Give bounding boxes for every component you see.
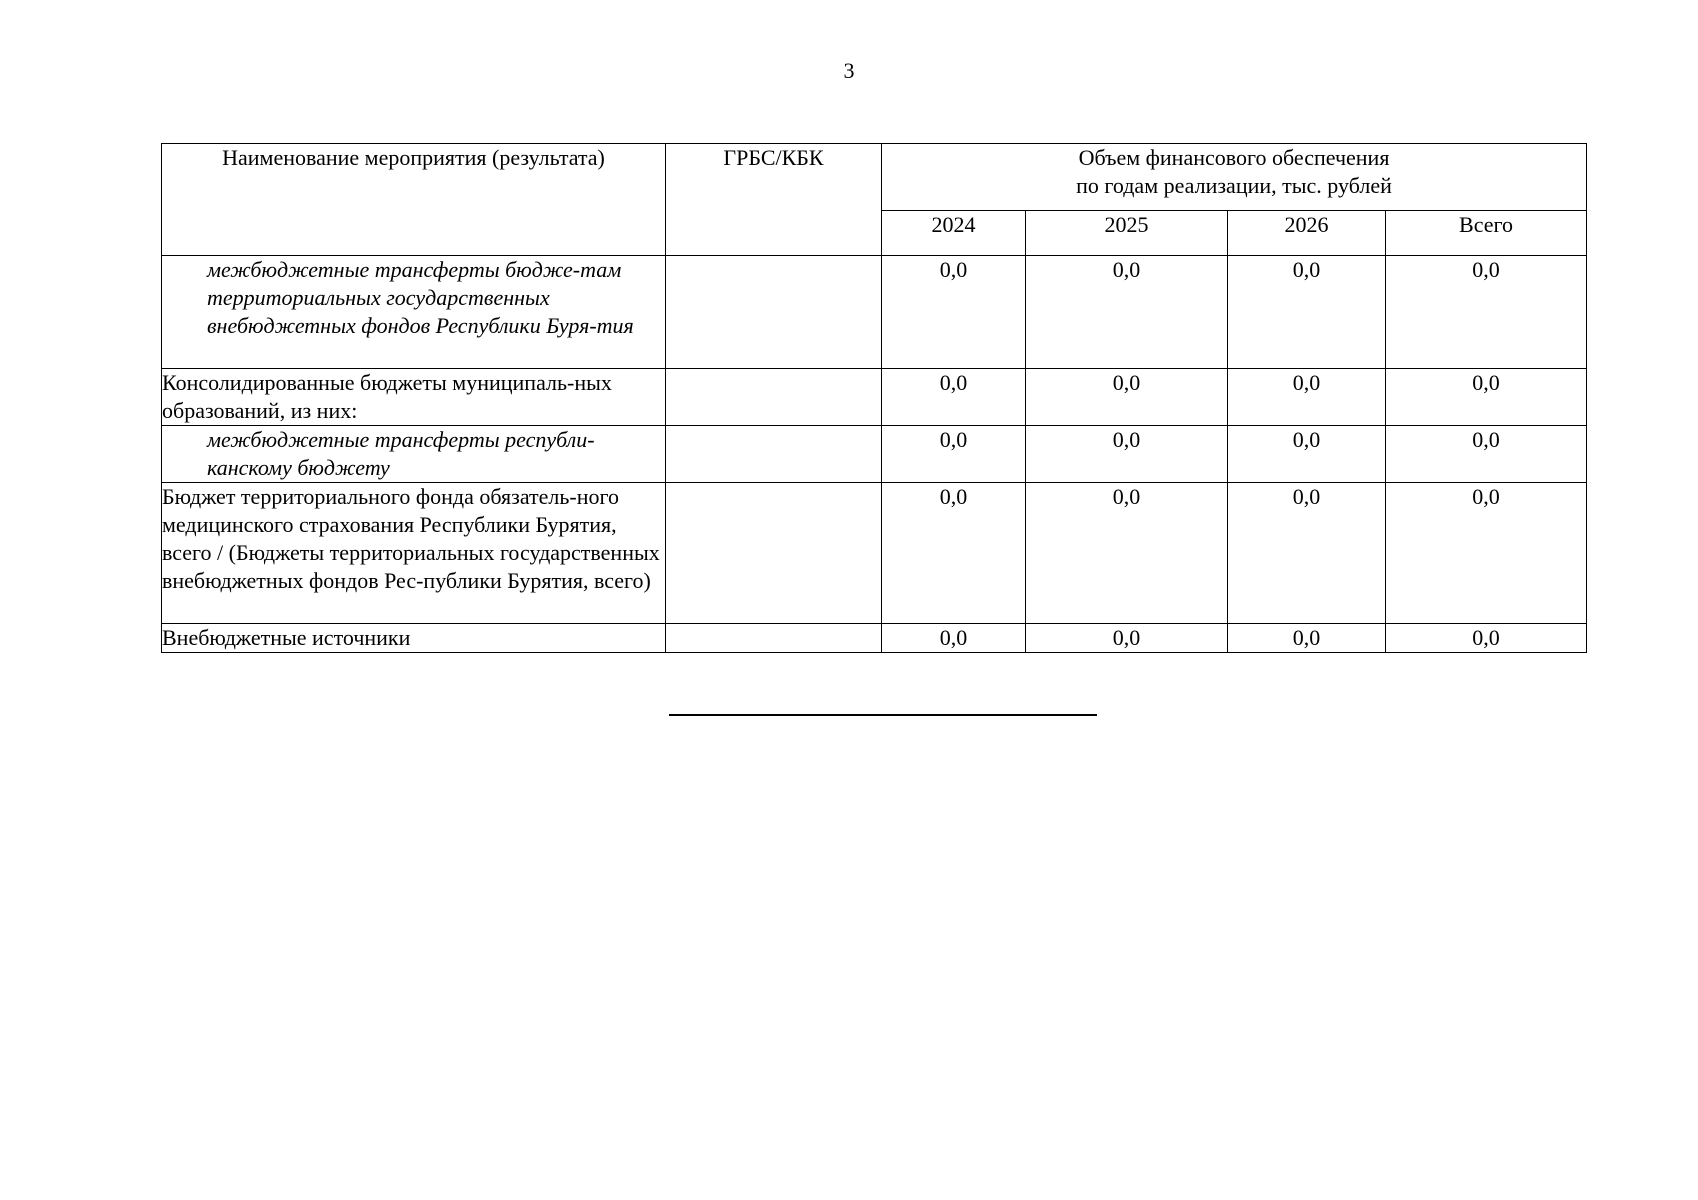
header-year-2026: 2026 xyxy=(1228,211,1386,256)
header-grbs-col: ГРБС/КБК xyxy=(666,144,882,256)
header-name-col: Наименование мероприятия (результата) xyxy=(162,144,666,256)
row-value-2026: 0,0 xyxy=(1228,369,1386,426)
row-value-2026: 0,0 xyxy=(1228,256,1386,369)
table-row xyxy=(162,256,1587,369)
row-value-2024: 0,0 xyxy=(882,426,1026,483)
header-finance-line-1: Объем финансового обеспечения xyxy=(1078,145,1390,170)
row-value-2024: 0,0 xyxy=(882,624,1026,653)
row-name: Внебюджетные источники xyxy=(162,624,666,653)
row-grbs xyxy=(666,624,882,653)
row-value-total: 0,0 xyxy=(1386,483,1587,624)
table-header-row-1 xyxy=(162,144,1587,211)
row-value-2024: 0,0 xyxy=(882,369,1026,426)
row-value-2026: 0,0 xyxy=(1228,426,1386,483)
row-value-2025: 0,0 xyxy=(1026,624,1228,653)
row-value-total: 0,0 xyxy=(1386,256,1587,369)
row-grbs xyxy=(666,483,882,624)
row-name: межбюджетные трансферты республи-канскому бюджету xyxy=(162,426,666,483)
closing-divider-line xyxy=(669,714,1097,716)
table-row xyxy=(162,483,1587,624)
row-value-total: 0,0 xyxy=(1386,426,1587,483)
row-name: межбюджетные трансферты бюдже-там территориальных государственных внебюджетных фондов Республики Буря-тия xyxy=(162,256,666,369)
header-finance-line-2: по годам реализации, тыс. рублей xyxy=(1076,173,1392,198)
header-year-2024: 2024 xyxy=(882,211,1026,256)
row-value-2026: 0,0 xyxy=(1228,483,1386,624)
row-value-2024: 0,0 xyxy=(882,483,1026,624)
header-finance-volume xyxy=(882,144,1587,211)
row-value-2025: 0,0 xyxy=(1026,426,1228,483)
row-value-2025: 0,0 xyxy=(1026,483,1228,624)
row-value-2024: 0,0 xyxy=(882,256,1026,369)
table-row xyxy=(162,624,1587,653)
row-value-total: 0,0 xyxy=(1386,624,1587,653)
row-value-2025: 0,0 xyxy=(1026,256,1228,369)
row-grbs xyxy=(666,256,882,369)
row-value-2026: 0,0 xyxy=(1228,624,1386,653)
header-total: Всего xyxy=(1386,211,1587,256)
row-grbs xyxy=(666,369,882,426)
row-value-2025: 0,0 xyxy=(1026,369,1228,426)
row-grbs xyxy=(666,426,882,483)
financing-table xyxy=(161,143,1587,653)
table-row xyxy=(162,426,1587,483)
page-number: 3 xyxy=(843,58,855,83)
row-name: Консолидированные бюджеты муниципаль-ных образований, из них: xyxy=(162,369,666,426)
row-value-total: 0,0 xyxy=(1386,369,1587,426)
row-name: Бюджет территориального фонда обязатель-ного медицинского страхования Республики Бурятия, всего / (Бюджеты территориальных государственных внебюджетных фондов Рес-публики Бурятия, всего) xyxy=(162,483,666,624)
header-year-2025: 2025 xyxy=(1026,211,1228,256)
table-row xyxy=(162,369,1587,426)
